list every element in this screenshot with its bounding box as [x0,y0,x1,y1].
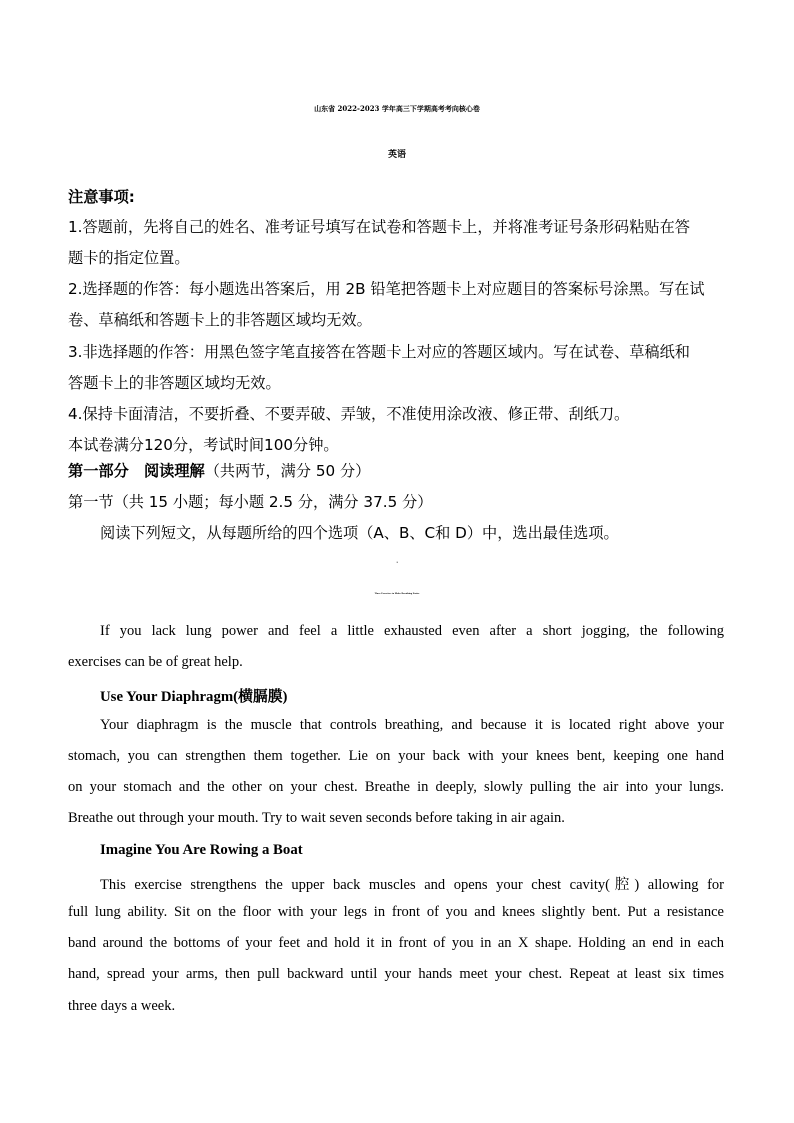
notice-item-3-line-1: 3.非选择题的作答：用黑色签字笔直接答在答题卡上对应的答题区域内。写在试卷、草稿纸和 [68,343,690,361]
part1-heading-bold: 第一部分 阅读理解 [68,462,205,480]
paragraph2-line-3: band around the bottoms of your feet and hold it in front of you in an X shape. Holding an end in each [68,935,724,951]
subject-title: 英语 [387,150,406,160]
intro-line-1: If you lack lung power and feel a little exhausted even after a short jogging, the following [100,623,724,639]
notice-item-2-line-1: 2.选择题的作答：每小题选出答案后，用 2B 铅笔把答题卡上对应题目的答案标号涂黑。写在试 [68,280,705,298]
intro-line-2: exercises can be of great help. [68,654,243,670]
paragraph1-line-2: stomach, you can strengthen them together. Lie on your back with your knees bent, keeping one hand [68,748,724,764]
part1-heading-rest: （共两节，满分 50 分） [204,462,371,480]
paragraph2-line-1: This exercise strengthens the upper back muscles and opens your chest cavity(腔) allowing for [100,877,724,893]
notice-item-1-line-2: 题卡的指定位置。 [68,249,190,267]
notice-heading: 注意事项: [68,188,135,206]
notice-item-1-line-1: 1.答题前，先将自己的姓名、准考证号填写在试卷和答题卡上，并将准考证号条形码粘贴在答 [68,218,690,236]
notice-item-4: 4.保持卡面清洁，不要折叠、不要弄破、弄皱，不准使用涂改液、修正带、刮纸刀。 [68,405,630,423]
paragraph2-line-4: hand, spread your arms, then pull backward until your hands meet your chest. Repeat at least six times [68,966,724,982]
score-time-note: 本试卷满分120分，考试时间100分钟。 [68,436,339,454]
paragraph1-line-4: Breathe out through your mouth. Try to wait seven seconds before taking in air again. [68,810,565,826]
reading-instruction: 阅读下列短文，从每题所给的四个选项（A、B、C和 D）中，选出最佳选项。 [100,524,619,542]
section-heading-rowing: Imagine You Are Rowing a Boat [100,842,303,858]
paragraph2-line-2: full lung ability. Sit on the floor with your legs in front of you and knees slightly bent. Put a resistance [68,904,724,920]
paragraph2-line-5: three days a week. [68,998,176,1014]
section1-heading: 第一节（共 15 小题；每小题 2.5 分，满分 37.5 分） [68,493,433,511]
section-heading-diaphragm: Use Your Diaphragm(横膈膜) [100,689,288,705]
part1-heading [68,460,370,481]
passage-letter: A [396,561,398,564]
exam-title: 山东省 2022-2023 学年高三下学期高考考向核心卷 [314,104,480,113]
notice-item-3-line-2: 答题卡上的非答题区域均无效。 [68,374,281,392]
paragraph1-line-3: on your stomach and the other on your chest. Breathe in deeply, slowly pulling the air into your lungs. [68,779,724,795]
paragraph1-line-1: Your diaphragm is the muscle that controls breathing, and because it is located right above your [100,717,724,733]
notice-item-2-line-2: 卷、草稿纸和答题卡上的非答题区域均无效。 [68,311,372,329]
passage-title: Three Exercises to Make Breathing Easier [374,592,420,595]
